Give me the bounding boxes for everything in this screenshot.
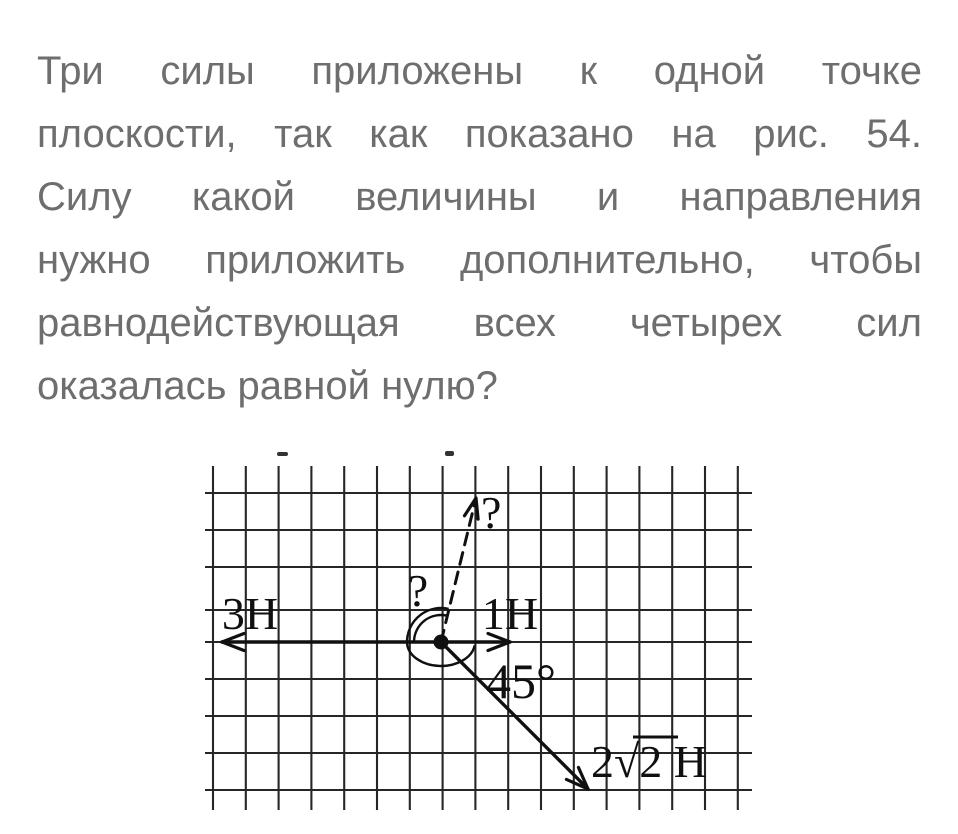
figure-labels xyxy=(222,487,707,787)
stray-mark xyxy=(277,452,288,456)
origin-point xyxy=(434,635,449,650)
angle-45deg-label: 45° xyxy=(486,653,556,709)
problem-line-4: нужно приложить дополнительно, чтобы xyxy=(37,238,922,282)
stray-mark xyxy=(445,451,454,456)
problem-line-6: оказалась равной нулю? xyxy=(37,364,498,408)
figure-ris-54 xyxy=(0,450,958,834)
problem-line-3: Силу какой величины и направления xyxy=(37,175,922,219)
force-unknown-label: ? xyxy=(481,487,502,538)
force-unknown-line xyxy=(441,498,476,642)
problem-line-2: плоскости, так как показано на рис. 54. xyxy=(37,112,922,156)
problem-line-5: равнодействующая всех четырех сил xyxy=(37,301,922,345)
force-1N-label: 1Н xyxy=(481,588,539,639)
angle-unknown-label: ? xyxy=(407,565,429,616)
stray-marks xyxy=(277,451,454,456)
force-3N-label: 3Н xyxy=(221,588,279,639)
problem-text xyxy=(37,40,922,418)
force-2sqrt2N-label: 2√2 Н xyxy=(591,736,707,787)
problem-line-1: Три силы приложены к одной точке xyxy=(37,49,922,93)
